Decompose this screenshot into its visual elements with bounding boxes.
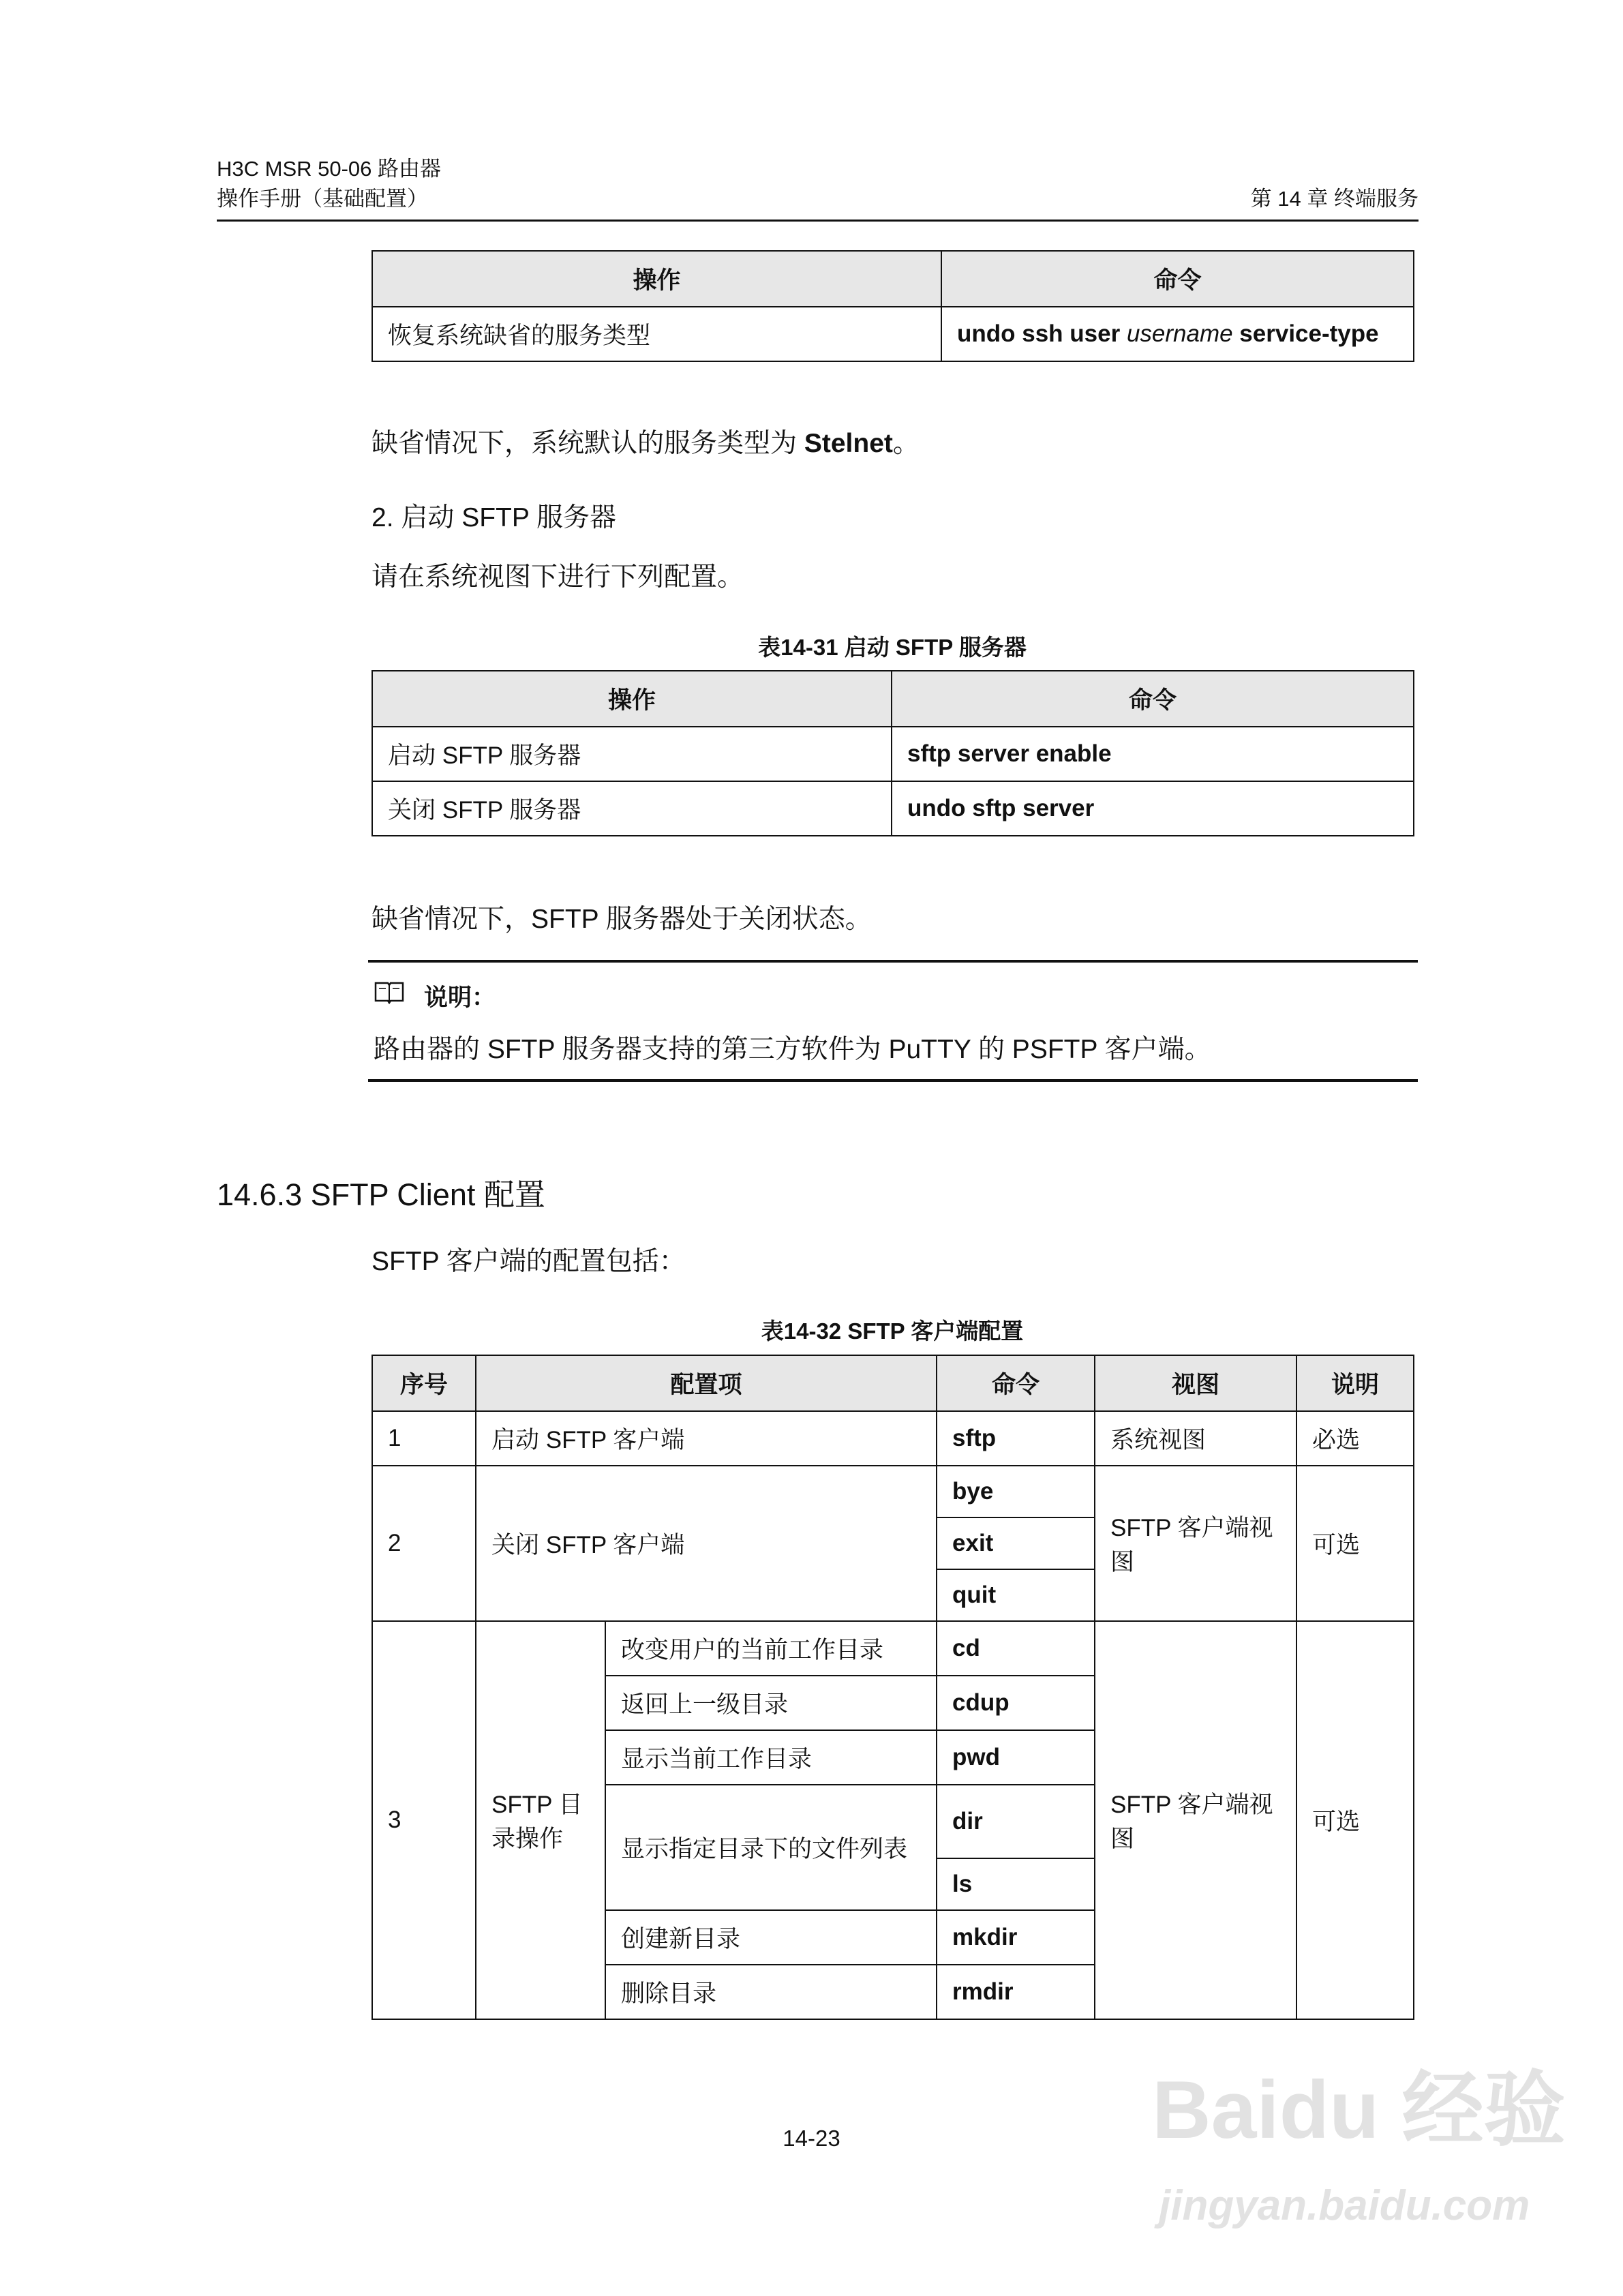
t32-subitem: 改变用户的当前工作目录 [605, 1621, 937, 1676]
t32-item: 关闭 SFTP 客户端 [476, 1466, 937, 1621]
t32-cmd: sftp [937, 1411, 1095, 1466]
page-number: 14-23 [783, 2126, 840, 2151]
para1-text: 缺省情况下，系统默认的服务类型为 [371, 429, 804, 458]
sftp-default-paragraph: 缺省情况下，SFTP 服务器处于关闭状态。 [371, 905, 872, 934]
table31 [371, 670, 1414, 836]
t32-header-note: 说明 [1296, 1355, 1414, 1411]
t32-no: 1 [372, 1411, 476, 1466]
config-instruction: 请在系统视图下进行下列配置。 [371, 562, 744, 592]
t31-header-op: 操作 [372, 671, 892, 727]
t32-view: 系统视图 [1095, 1411, 1296, 1466]
t32-header-cmd: 命令 [937, 1355, 1095, 1411]
cmd-part-a: undo ssh user [957, 320, 1127, 347]
t31-op: 关闭 SFTP 服务器 [372, 781, 892, 836]
t32-item: 启动 SFTP 客户端 [476, 1411, 937, 1466]
header-manual: 操作手册（基础配置） [217, 187, 428, 211]
t32-note: 可选 [1296, 1621, 1414, 2019]
client-config-intro: SFTP 客户端的配置包括： [371, 1247, 686, 1276]
table-row [372, 1621, 1414, 1676]
cmd-cell [941, 307, 1414, 361]
t32-header-item: 配置项 [476, 1355, 937, 1411]
t32-cmd: rmdir [937, 1965, 1095, 2019]
para1-bold: Stelnet [804, 429, 893, 458]
t32-header-no: 序号 [372, 1355, 476, 1411]
table-row [372, 781, 1414, 836]
note-bottom-rule [368, 1079, 1418, 1082]
t32-cmd: mkdir [937, 1910, 1095, 1965]
t32-note: 可选 [1296, 1466, 1414, 1621]
t32-cmd: cdup [937, 1676, 1095, 1730]
t32-cmd: ls [937, 1858, 1095, 1910]
t32-view: SFTP 客户端视图 [1095, 1621, 1296, 2019]
note-top-rule [368, 960, 1418, 963]
header-divider [217, 220, 1419, 222]
table-row [372, 1411, 1414, 1466]
table32-caption: 表14-32 SFTP 客户端配置 [761, 1318, 1024, 1344]
table32 [371, 1355, 1414, 2020]
note-title: 说明： [424, 984, 496, 1011]
t31-header-cmd: 命令 [892, 671, 1414, 727]
watermark-url: jingyan.baidu.com [1159, 2182, 1530, 2229]
t32-no: 3 [372, 1621, 476, 2019]
col-header-cmd: 命令 [941, 251, 1414, 307]
t32-cmd: bye [937, 1466, 1095, 1517]
cmd-param: username [1126, 320, 1233, 347]
cmd-part-b: service-type [1232, 320, 1379, 347]
t32-cmd: pwd [937, 1730, 1095, 1785]
t32-group: SFTP 目录操作 [476, 1621, 605, 2019]
table-row [372, 1466, 1414, 1517]
col-header-op: 操作 [372, 251, 941, 307]
t32-subitem: 返回上一级目录 [605, 1676, 937, 1730]
section-title: 14.6.3 SFTP Client 配置 [217, 1177, 545, 1212]
t32-subitem: 显示指定目录下的文件列表 [605, 1785, 937, 1910]
watermark-logo: Baidu 经验 [1152, 2064, 1566, 2156]
table31-caption: 表14-31 启动 SFTP 服务器 [758, 635, 1027, 660]
t32-subitem: 显示当前工作目录 [605, 1730, 937, 1785]
service-type-table [371, 250, 1414, 362]
t32-no: 2 [372, 1466, 476, 1621]
t32-subitem: 删除目录 [605, 1965, 937, 2019]
header-chapter: 第 14 章 终端服务 [1250, 187, 1419, 211]
t32-cmd: dir [937, 1785, 1095, 1858]
t32-cmd: quit [937, 1569, 1095, 1621]
header-product: H3C MSR 50-06 路由器 [217, 157, 442, 181]
t32-subitem: 创建新目录 [605, 1910, 937, 1965]
t32-cmd: exit [937, 1517, 1095, 1569]
table-row [372, 727, 1414, 781]
op-cell: 恢复系统缺省的服务类型 [372, 307, 941, 361]
t32-view: SFTP 客户端视图 [1095, 1466, 1296, 1621]
para1-end: 。 [892, 429, 920, 458]
t31-cmd: sftp server enable [892, 727, 1414, 781]
subsection-title: 2. 启动 SFTP 服务器 [371, 503, 616, 532]
default-service-paragraph [371, 427, 920, 461]
t32-cmd: cd [937, 1621, 1095, 1676]
t31-cmd: undo sftp server [892, 781, 1414, 836]
t31-op: 启动 SFTP 服务器 [372, 727, 892, 781]
book-icon [374, 979, 405, 1008]
t32-header-view: 视图 [1095, 1355, 1296, 1411]
note-body: 路由器的 SFTP 服务器支持的第三方软件为 PuTTY 的 PSFTP 客户端。 [374, 1035, 1211, 1064]
t32-note: 必选 [1296, 1411, 1414, 1466]
